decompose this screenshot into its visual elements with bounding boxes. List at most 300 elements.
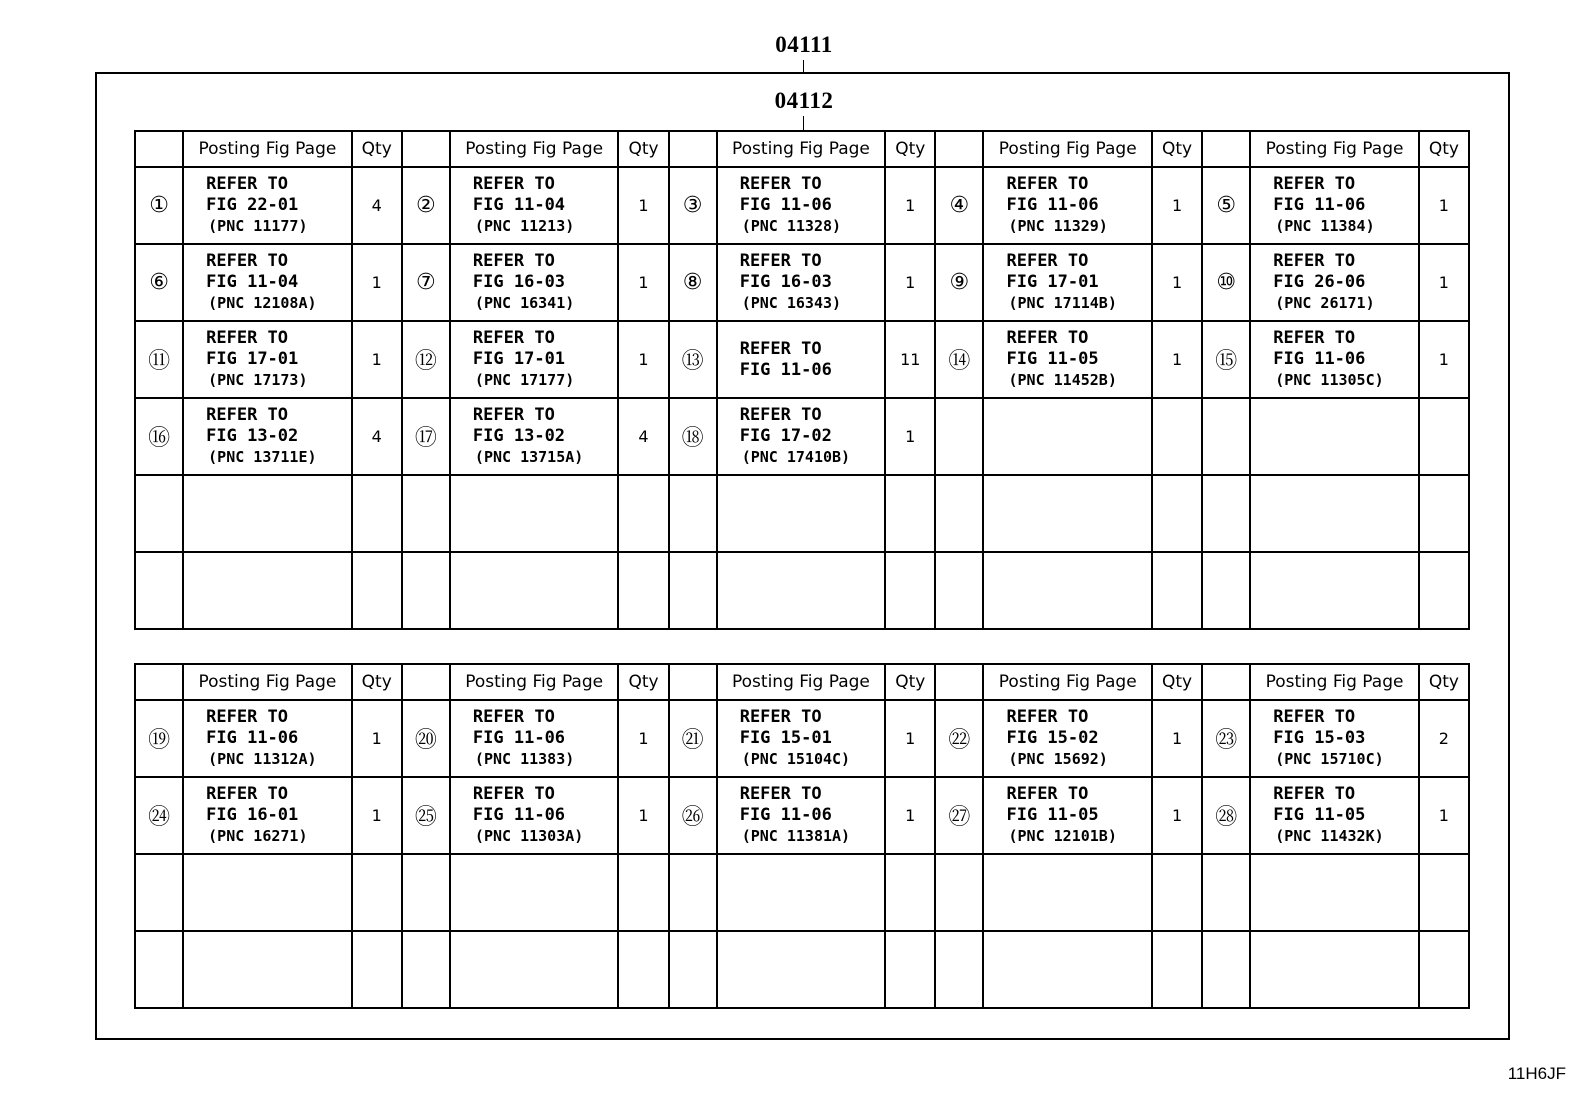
pnc-reference: (PNC 16271) bbox=[208, 827, 308, 845]
quantity-value: 1 bbox=[885, 244, 935, 321]
callout-number bbox=[1202, 931, 1250, 1008]
quantity-value bbox=[1419, 854, 1469, 931]
refer-to-label: REFER TO bbox=[206, 251, 289, 271]
refer-to-label: REFER TO bbox=[472, 405, 555, 425]
callout-number: ㉘ bbox=[1202, 777, 1250, 854]
callout-number: ⑦ bbox=[402, 244, 450, 321]
quantity-value bbox=[885, 475, 935, 552]
reference-cell bbox=[983, 931, 1152, 1008]
reference-cell bbox=[717, 321, 886, 398]
reference-text bbox=[718, 174, 885, 237]
reference-cell bbox=[450, 167, 619, 244]
quantity-value bbox=[1419, 931, 1469, 1008]
reference-text bbox=[451, 328, 618, 391]
callout-number: ② bbox=[402, 167, 450, 244]
quantity-value bbox=[1419, 552, 1469, 629]
callout-number: ⑤ bbox=[1202, 167, 1250, 244]
quantity-value: 1 bbox=[885, 777, 935, 854]
pnc-reference: (PNC 11432K) bbox=[1275, 827, 1384, 845]
reference-cell bbox=[183, 475, 352, 552]
callout-number bbox=[135, 931, 183, 1008]
reference-text bbox=[184, 251, 351, 314]
refer-to-label: REFER TO bbox=[472, 784, 555, 804]
quantity-value: 11 bbox=[885, 321, 935, 398]
header-posting-fig-page: Posting Fig Page bbox=[983, 664, 1152, 700]
quantity-value bbox=[1152, 398, 1202, 475]
pnc-reference: (PNC 16341) bbox=[474, 294, 575, 312]
header-posting-fig-page: Posting Fig Page bbox=[183, 131, 352, 167]
pnc-reference: (PNC 11305C) bbox=[1275, 371, 1384, 389]
table-row bbox=[135, 475, 1469, 552]
quantity-value bbox=[1152, 854, 1202, 931]
reference-cell bbox=[1250, 475, 1419, 552]
callout-number bbox=[402, 475, 450, 552]
callout-number: ㉖ bbox=[669, 777, 717, 854]
reference-cell bbox=[1250, 777, 1419, 854]
reference-cell bbox=[183, 398, 352, 475]
callout-number: ⑭ bbox=[935, 321, 983, 398]
pnc-reference: (PNC 13715A) bbox=[474, 448, 584, 466]
reference-text bbox=[1251, 707, 1418, 770]
refer-to-label: REFER TO bbox=[1273, 328, 1356, 348]
header-qty: Qty bbox=[618, 664, 668, 700]
quantity-value: 1 bbox=[1419, 244, 1469, 321]
refer-to-label: REFER TO bbox=[206, 784, 289, 804]
callout-number bbox=[1202, 854, 1250, 931]
refer-to-label: REFER TO bbox=[206, 405, 289, 425]
reference-cell bbox=[717, 167, 886, 244]
assembly-label-04111: 04111 bbox=[775, 32, 833, 57]
reference-cell bbox=[1250, 244, 1419, 321]
fig-reference: FIG 15-01 bbox=[739, 728, 832, 748]
reference-text bbox=[984, 328, 1151, 391]
reference-text bbox=[184, 784, 351, 847]
reference-cell bbox=[717, 700, 886, 777]
reference-text bbox=[1251, 328, 1418, 391]
quantity-value bbox=[352, 854, 402, 931]
pnc-reference: (PNC 15692) bbox=[1008, 750, 1108, 768]
reference-text bbox=[718, 784, 885, 847]
refer-to-label: REFER TO bbox=[472, 251, 555, 271]
quantity-value bbox=[1419, 475, 1469, 552]
callout-number bbox=[935, 552, 983, 629]
reference-text bbox=[451, 707, 618, 770]
quantity-value: 1 bbox=[618, 167, 668, 244]
quantity-value: 1 bbox=[1419, 167, 1469, 244]
header-qty: Qty bbox=[885, 664, 935, 700]
fig-reference: FIG 26-06 bbox=[1273, 272, 1366, 292]
reference-cell bbox=[717, 475, 886, 552]
refer-to-label: REFER TO bbox=[1273, 784, 1356, 804]
pnc-reference: (PNC 17114B) bbox=[1008, 294, 1117, 312]
pnc-reference: (PNC 11452B) bbox=[1008, 371, 1117, 389]
quantity-value bbox=[352, 475, 402, 552]
table-row bbox=[135, 244, 1469, 321]
quantity-value bbox=[885, 552, 935, 629]
header-number-cell bbox=[1202, 131, 1250, 167]
reference-cell bbox=[717, 777, 886, 854]
header-qty: Qty bbox=[885, 131, 935, 167]
reference-cell bbox=[450, 321, 619, 398]
parts-reference-table-lower bbox=[134, 663, 1470, 1009]
reference-text bbox=[184, 328, 351, 391]
table-row bbox=[135, 167, 1469, 244]
refer-to-label: REFER TO bbox=[739, 174, 822, 194]
fig-reference: FIG 17-02 bbox=[739, 426, 832, 446]
refer-to-label: REFER TO bbox=[1006, 174, 1089, 194]
reference-text bbox=[184, 174, 351, 237]
pnc-reference: (PNC 11383) bbox=[474, 750, 575, 768]
refer-to-label: REFER TO bbox=[739, 707, 822, 727]
callout-number: ⑩ bbox=[1202, 244, 1250, 321]
reference-cell bbox=[717, 931, 886, 1008]
header-posting-fig-page: Posting Fig Page bbox=[450, 664, 619, 700]
quantity-value: 1 bbox=[352, 321, 402, 398]
fig-reference: FIG 13-02 bbox=[206, 426, 299, 446]
callout-number: ㉒ bbox=[935, 700, 983, 777]
reference-cell bbox=[1250, 321, 1419, 398]
callout-number: ⑥ bbox=[135, 244, 183, 321]
reference-cell bbox=[183, 552, 352, 629]
header-qty: Qty bbox=[1419, 131, 1469, 167]
reference-text bbox=[184, 405, 351, 468]
fig-reference: FIG 11-05 bbox=[1006, 805, 1099, 825]
header-number-cell bbox=[935, 664, 983, 700]
refer-to-label: REFER TO bbox=[739, 338, 822, 359]
table-row bbox=[135, 854, 1469, 931]
reference-cell bbox=[450, 854, 619, 931]
header-qty: Qty bbox=[1419, 664, 1469, 700]
header-number-cell bbox=[402, 131, 450, 167]
pnc-reference: (PNC 11213) bbox=[474, 217, 575, 235]
refer-to-label: REFER TO bbox=[1273, 707, 1356, 727]
assembly-label-04112: 04112 bbox=[774, 88, 834, 113]
quantity-value: 1 bbox=[885, 700, 935, 777]
reference-text bbox=[451, 174, 618, 237]
table-row bbox=[135, 700, 1469, 777]
reference-text bbox=[984, 784, 1151, 847]
header-number-cell bbox=[1202, 664, 1250, 700]
reference-cell bbox=[183, 244, 352, 321]
fig-reference: FIG 11-06 bbox=[1006, 195, 1099, 215]
callout-number bbox=[135, 552, 183, 629]
callout-number: ③ bbox=[669, 167, 717, 244]
header-posting-fig-page: Posting Fig Page bbox=[1250, 664, 1419, 700]
reference-cell bbox=[983, 167, 1152, 244]
reference-cell bbox=[450, 475, 619, 552]
quantity-value bbox=[352, 552, 402, 629]
callout-number: ⑯ bbox=[135, 398, 183, 475]
callout-number bbox=[402, 552, 450, 629]
reference-cell bbox=[450, 398, 619, 475]
header-posting-fig-page: Posting Fig Page bbox=[1250, 131, 1419, 167]
pnc-reference: (PNC 15710C) bbox=[1275, 750, 1384, 768]
reference-cell bbox=[183, 167, 352, 244]
quantity-value: 4 bbox=[352, 167, 402, 244]
refer-to-label: REFER TO bbox=[1006, 784, 1089, 804]
header-number-cell bbox=[935, 131, 983, 167]
pnc-reference: (PNC 11312A) bbox=[208, 750, 317, 768]
fig-reference: FIG 17-01 bbox=[472, 349, 566, 369]
refer-to-label: REFER TO bbox=[472, 707, 555, 727]
callout-number: ⑧ bbox=[669, 244, 717, 321]
pnc-reference: (PNC 17410B) bbox=[741, 448, 851, 466]
refer-to-label: REFER TO bbox=[1273, 251, 1356, 271]
quantity-value: 1 bbox=[1152, 777, 1202, 854]
reference-text bbox=[1251, 251, 1418, 314]
quantity-value: 4 bbox=[352, 398, 402, 475]
quantity-value: 1 bbox=[1152, 244, 1202, 321]
fig-reference: FIG 11-04 bbox=[206, 272, 299, 292]
quantity-value: 1 bbox=[618, 777, 668, 854]
pnc-reference: (PNC 11303A) bbox=[474, 827, 584, 845]
reference-cell bbox=[183, 777, 352, 854]
callout-number bbox=[935, 398, 983, 475]
quantity-value: 1 bbox=[1419, 777, 1469, 854]
callout-number bbox=[935, 475, 983, 552]
callout-number bbox=[402, 931, 450, 1008]
refer-to-label: REFER TO bbox=[1006, 251, 1089, 271]
callout-number: ⑲ bbox=[135, 700, 183, 777]
reference-cell bbox=[450, 777, 619, 854]
table-header-row bbox=[135, 131, 1469, 167]
header-posting-fig-page: Posting Fig Page bbox=[717, 131, 886, 167]
header-posting-fig-page: Posting Fig Page bbox=[983, 131, 1152, 167]
callout-number bbox=[402, 854, 450, 931]
fig-reference: FIG 11-06 bbox=[739, 805, 832, 825]
callout-number bbox=[669, 552, 717, 629]
reference-cell bbox=[1250, 700, 1419, 777]
reference-cell bbox=[983, 854, 1152, 931]
callout-number bbox=[1202, 475, 1250, 552]
refer-to-label: REFER TO bbox=[739, 251, 822, 271]
fig-reference: FIG 11-04 bbox=[472, 195, 566, 215]
fig-reference: FIG 11-06 bbox=[1273, 195, 1366, 215]
callout-number bbox=[669, 854, 717, 931]
callout-number: ㉕ bbox=[402, 777, 450, 854]
reference-cell bbox=[183, 854, 352, 931]
quantity-value: 1 bbox=[618, 700, 668, 777]
reference-cell bbox=[983, 321, 1152, 398]
refer-to-label: REFER TO bbox=[1273, 174, 1356, 194]
reference-text bbox=[1251, 174, 1418, 237]
fig-reference: FIG 17-01 bbox=[206, 349, 299, 369]
reference-cell bbox=[983, 552, 1152, 629]
reference-text bbox=[718, 251, 885, 314]
quantity-value: 1 bbox=[885, 167, 935, 244]
reference-text bbox=[984, 251, 1151, 314]
quantity-value bbox=[352, 931, 402, 1008]
callout-number bbox=[935, 931, 983, 1008]
reference-text bbox=[984, 707, 1151, 770]
reference-text bbox=[451, 405, 618, 468]
table-row bbox=[135, 398, 1469, 475]
header-qty: Qty bbox=[352, 131, 402, 167]
reference-text bbox=[718, 707, 885, 770]
pnc-reference: (PNC 16343) bbox=[741, 294, 842, 312]
callout-number bbox=[135, 475, 183, 552]
callout-number bbox=[1202, 398, 1250, 475]
quantity-value bbox=[1152, 475, 1202, 552]
reference-cell bbox=[717, 854, 886, 931]
callout-number: ⑬ bbox=[669, 321, 717, 398]
fig-reference: FIG 17-01 bbox=[1006, 272, 1099, 292]
fig-reference: FIG 11-06 bbox=[739, 359, 832, 380]
reference-cell bbox=[717, 398, 886, 475]
fig-reference: FIG 16-03 bbox=[739, 272, 832, 292]
quantity-value bbox=[618, 931, 668, 1008]
refer-to-label: REFER TO bbox=[739, 784, 822, 804]
reference-cell bbox=[1250, 167, 1419, 244]
table-row bbox=[135, 777, 1469, 854]
reference-cell bbox=[450, 931, 619, 1008]
fig-reference: FIG 11-05 bbox=[1273, 805, 1366, 825]
callout-number: ⑱ bbox=[669, 398, 717, 475]
fig-reference: FIG 11-06 bbox=[1273, 349, 1366, 369]
quantity-value: 1 bbox=[352, 777, 402, 854]
refer-to-label: REFER TO bbox=[472, 328, 555, 348]
quantity-value: 1 bbox=[885, 398, 935, 475]
callout-number: ㉑ bbox=[669, 700, 717, 777]
header-posting-fig-page: Posting Fig Page bbox=[717, 664, 886, 700]
quantity-value: 1 bbox=[618, 321, 668, 398]
reference-cell bbox=[1250, 398, 1419, 475]
fig-reference: FIG 11-05 bbox=[1006, 349, 1099, 369]
callout-number bbox=[935, 854, 983, 931]
leader-line-04112 bbox=[803, 116, 804, 130]
reference-cell bbox=[183, 700, 352, 777]
refer-to-label: REFER TO bbox=[206, 707, 289, 727]
reference-text bbox=[718, 405, 885, 468]
refer-to-label: REFER TO bbox=[739, 405, 822, 425]
header-qty: Qty bbox=[618, 131, 668, 167]
fig-reference: FIG 16-03 bbox=[472, 272, 566, 292]
pnc-reference: (PNC 11328) bbox=[741, 217, 842, 235]
reference-cell bbox=[1250, 552, 1419, 629]
quantity-value bbox=[885, 854, 935, 931]
reference-text bbox=[184, 707, 351, 770]
callout-number: ⑳ bbox=[402, 700, 450, 777]
callout-number bbox=[669, 475, 717, 552]
reference-text bbox=[718, 339, 885, 381]
quantity-value: 2 bbox=[1419, 700, 1469, 777]
reference-cell bbox=[450, 700, 619, 777]
pnc-reference: (PNC 11384) bbox=[1275, 217, 1375, 235]
header-number-cell bbox=[669, 131, 717, 167]
header-qty: Qty bbox=[352, 664, 402, 700]
pnc-reference: (PNC 15104C) bbox=[741, 750, 851, 768]
reference-cell bbox=[450, 552, 619, 629]
quantity-value: 1 bbox=[1152, 700, 1202, 777]
reference-cell bbox=[717, 552, 886, 629]
callout-number: ⑫ bbox=[402, 321, 450, 398]
header-qty: Qty bbox=[1152, 131, 1202, 167]
callout-number bbox=[135, 854, 183, 931]
header-qty: Qty bbox=[1152, 664, 1202, 700]
reference-cell bbox=[450, 244, 619, 321]
fig-reference: FIG 15-03 bbox=[1273, 728, 1366, 748]
callout-number: ㉔ bbox=[135, 777, 183, 854]
pnc-reference: (PNC 17173) bbox=[208, 371, 308, 389]
reference-cell bbox=[717, 244, 886, 321]
illustration-id: 11H6JF bbox=[1507, 1064, 1566, 1083]
fig-reference: FIG 22-01 bbox=[206, 195, 299, 215]
reference-cell bbox=[983, 700, 1152, 777]
quantity-value bbox=[1152, 552, 1202, 629]
reference-cell bbox=[983, 777, 1152, 854]
callout-number bbox=[1202, 552, 1250, 629]
refer-to-label: REFER TO bbox=[1006, 328, 1089, 348]
quantity-value: 1 bbox=[1152, 321, 1202, 398]
reference-cell bbox=[1250, 854, 1419, 931]
pnc-reference: (PNC 11177) bbox=[208, 217, 308, 235]
reference-text bbox=[1251, 784, 1418, 847]
quantity-value: 4 bbox=[618, 398, 668, 475]
pnc-reference: (PNC 17177) bbox=[474, 371, 575, 389]
header-posting-fig-page: Posting Fig Page bbox=[183, 664, 352, 700]
header-number-cell bbox=[135, 664, 183, 700]
callout-number bbox=[669, 931, 717, 1008]
reference-text bbox=[451, 784, 618, 847]
header-number-cell bbox=[669, 664, 717, 700]
table-row bbox=[135, 321, 1469, 398]
callout-number: ㉓ bbox=[1202, 700, 1250, 777]
parts-reference-table-upper bbox=[134, 130, 1470, 630]
callout-number: ④ bbox=[935, 167, 983, 244]
pnc-reference: (PNC 11329) bbox=[1008, 217, 1108, 235]
reference-cell bbox=[983, 244, 1152, 321]
quantity-value bbox=[618, 552, 668, 629]
fig-reference: FIG 13-02 bbox=[472, 426, 566, 446]
quantity-value bbox=[885, 931, 935, 1008]
reference-cell bbox=[983, 398, 1152, 475]
quantity-value bbox=[618, 475, 668, 552]
reference-cell bbox=[183, 931, 352, 1008]
table-row bbox=[135, 931, 1469, 1008]
pnc-reference: (PNC 12101B) bbox=[1008, 827, 1117, 845]
reference-cell bbox=[183, 321, 352, 398]
refer-to-label: REFER TO bbox=[206, 174, 289, 194]
quantity-value: 1 bbox=[1152, 167, 1202, 244]
pnc-reference: (PNC 26171) bbox=[1275, 294, 1375, 312]
pnc-reference: (PNC 13711E) bbox=[208, 448, 317, 466]
pnc-reference: (PNC 12108A) bbox=[208, 294, 317, 312]
fig-reference: FIG 11-06 bbox=[739, 195, 832, 215]
reference-text bbox=[451, 251, 618, 314]
quantity-value: 1 bbox=[352, 244, 402, 321]
reference-cell bbox=[983, 475, 1152, 552]
fig-reference: FIG 16-01 bbox=[206, 805, 299, 825]
refer-to-label: REFER TO bbox=[1006, 707, 1089, 727]
table-row bbox=[135, 552, 1469, 629]
quantity-value bbox=[1152, 931, 1202, 1008]
quantity-value bbox=[1419, 398, 1469, 475]
quantity-value: 1 bbox=[618, 244, 668, 321]
pnc-reference: (PNC 11381A) bbox=[741, 827, 851, 845]
table-header-row bbox=[135, 664, 1469, 700]
quantity-value bbox=[618, 854, 668, 931]
callout-number: ① bbox=[135, 167, 183, 244]
callout-number: ㉗ bbox=[935, 777, 983, 854]
callout-number: ⑨ bbox=[935, 244, 983, 321]
reference-text bbox=[984, 174, 1151, 237]
callout-number: ⑪ bbox=[135, 321, 183, 398]
quantity-value: 1 bbox=[352, 700, 402, 777]
header-number-cell bbox=[135, 131, 183, 167]
fig-reference: FIG 15-02 bbox=[1006, 728, 1099, 748]
fig-reference: FIG 11-06 bbox=[472, 728, 566, 748]
reference-cell bbox=[1250, 931, 1419, 1008]
